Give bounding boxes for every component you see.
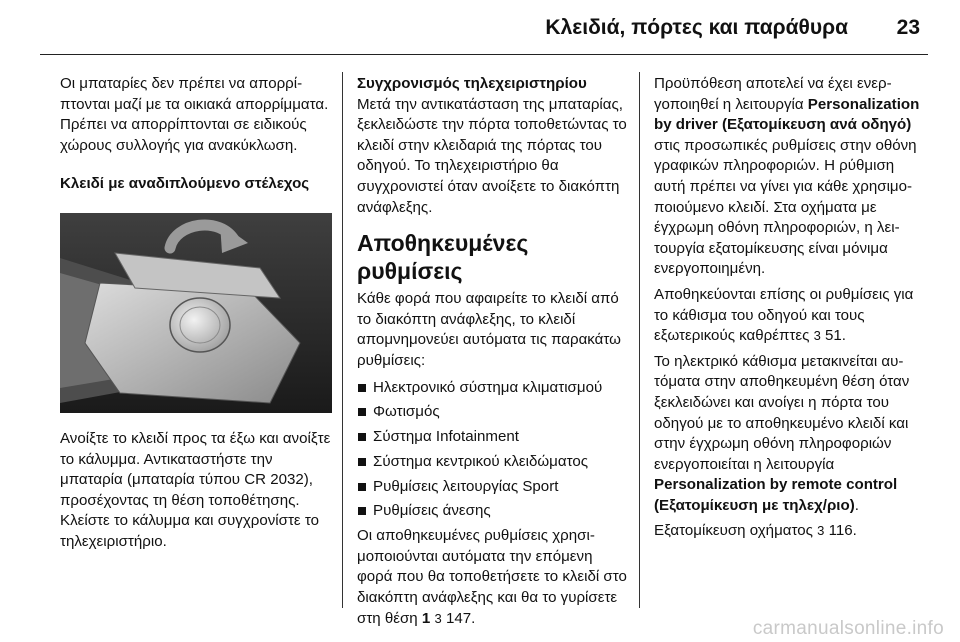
sync-text: Μετά την αντικατάσταση της μπαταρίας, ξεκλειδώστε την πόρτα τοποθετώντας το κλειδί στην κλειδαριά της πόρτας του οδηγού. Το τηλεχειριστήριο θα συγχρονιστεί όταν ανοίξετε το διακόπτη ανάφλεξης.	[357, 95, 627, 216]
remote-personalization-label: Personalization by remote control (Εξατομίκευση με τηλεχ/ριο)	[654, 476, 898, 514]
page-ref-icon: 3	[434, 610, 442, 626]
column-1	[60, 74, 332, 553]
seat-mirror-text: Αποθηκεύονται επίσης οι ρυθμίσεις για το κάθισμα του οδηγού και τους εξωτερικούς καθρέπτες	[654, 285, 914, 345]
column-divider-2	[639, 72, 640, 608]
sentence-end: .	[854, 496, 859, 514]
precondition-text: Προϋπόθεση αποτελεί να έχει ενεργοποιηθεί η λειτουργία	[654, 75, 892, 113]
column-2	[357, 74, 629, 629]
vehicle-personalization-paragraph	[654, 521, 929, 542]
personalization-by-driver-label: Personalization by driver (Εξατομίκευση ανά οδηγό)	[654, 95, 920, 134]
list-item: Ρυθμίσεις άνεσης	[357, 501, 629, 522]
page-ref-icon: 3	[817, 523, 825, 539]
memory-outro-text: Οι αποθηκευμένες ρυθμίσεις χρησιμοποιούνται αυτόματα την επόμενη φορά που θα τοποθετήσετε το κλειδί στο διακόπτη ανάφλεξης και θα το γυρίσετε στη θέση	[357, 527, 627, 627]
electric-seat-paragraph	[654, 352, 929, 517]
header-divider	[40, 54, 928, 55]
memory-heading: Αποθηκευμένες ρυθμίσεις	[357, 230, 529, 285]
watermark: carmanualsonline.info	[752, 618, 944, 639]
page-number: 23	[896, 16, 920, 39]
personalization-details: στις προσωπικές ρυθμίσεις στην οθόνη γραφικών πληροφοριών. Η ρύθμιση αυτή πρέπει να γίνει για κάθε χρησιμοποιούμενο κλειδί. Στα οχήματα με έγχρωμη οθόνη πληροφοριών, η λειτουργία εξατομίκευσης είναι μόνιμα ενεργοποιημένη.	[654, 136, 917, 278]
sync-heading: Συγχρονισμός τηλεχειριστηρίου	[357, 75, 587, 92]
page-title: Κλειδιά, πόρτες και παράθυρα	[545, 16, 848, 39]
list-item: Ηλεκτρονικό σύστημα κλιματισμού	[357, 378, 629, 399]
page-ref-link[interactable]: 51.	[825, 327, 846, 345]
battery-replacement-caption: Ανοίξτε το κλειδί προς τα έξω και ανοίξτε το κάλυμμα. Αντικαταστήστε την μπαταρία (μπαταρία τύπου CR 2032), προσέχοντας τη θέση τοποθέτησης. Κλείστε το κάλυμμα και συγχρονίστε το τηλεχειριστήριο.	[60, 429, 331, 550]
page-ref-link[interactable]: 116.	[828, 522, 857, 540]
list-item: Ρυθμίσεις λειτουργίας Sport	[357, 477, 629, 498]
vehicle-personalization-text: Εξατομίκευση οχήματος	[654, 522, 813, 540]
folding-key-heading: Κλειδί με αναδιπλούμενο στέλεχος	[60, 175, 310, 193]
memory-outro	[357, 526, 629, 629]
column-3	[654, 74, 929, 542]
list-item: Φωτισμός	[357, 402, 629, 423]
electric-seat-text: Το ηλεκτρικό κάθισμα μετακινείται αυτόματα στην αποθηκευμένη θέση όταν ξεκλειδώνει και ανοίγει η πόρτα του οδηγού με το αποθηκευμένο κλειδί και στην έγχρωμη οθόνη πληροφοριών ενεργοποιείται η λειτουργία	[654, 352, 910, 473]
list-item: Σύστημα κεντρικού κλειδώματος	[357, 452, 629, 473]
memory-intro: Κάθε φορά που αφαιρείτε το κλειδί από το διακόπτη ανάφλεξης, το κλειδί απομνημονεύει αυτόματα τις παρακάτω ρυθμίσεις:	[357, 290, 621, 369]
personalization-paragraph	[654, 74, 929, 280]
page-header	[0, 0, 960, 64]
memory-settings-list	[357, 378, 629, 523]
list-item: Σύστημα Infotainment	[357, 427, 629, 448]
key-battery-illustration	[60, 213, 332, 413]
page-ref-icon: 3	[813, 328, 821, 344]
seat-mirror-paragraph	[654, 285, 929, 347]
page-ref-link[interactable]: 147.	[445, 609, 476, 627]
column-divider-1	[342, 72, 343, 608]
battery-disposal-text: Οι μπαταρίες δεν πρέπει να απορρίπτονται μαζί με τα οικιακά απορρίμματα. Πρέπει να απορρίπτονται σε ειδικούς χώρους συλλογής για ανακύκλωση.	[60, 75, 329, 154]
position-number: 1	[421, 609, 431, 627]
